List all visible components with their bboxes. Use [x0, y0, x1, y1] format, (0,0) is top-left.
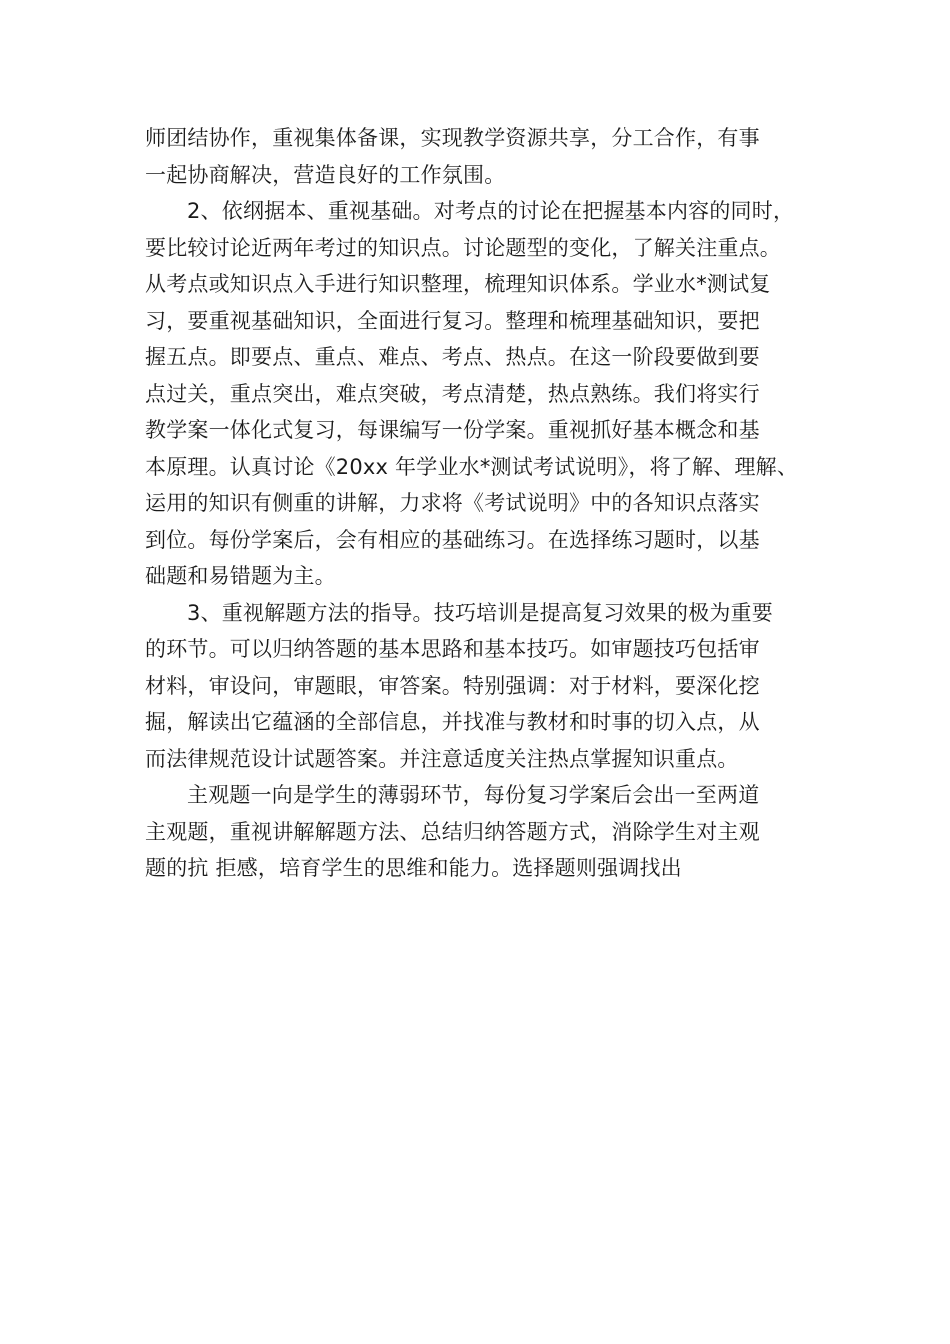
text-line: 而法律规范设计试题答案。并注意适度关注热点掌握知识重点。: [145, 746, 739, 771]
text-line: 点过关，重点突出，难点突破，考点清楚，热点熟练。我们将实行: [145, 381, 760, 406]
paragraph-start-line: 3、重视解题方法的指导。技巧培训是提高复习效果的极为重要: [187, 600, 773, 625]
text-line: 师团结协作，重视集体备课，实现教学资源共享，分工合作，有事: [145, 126, 760, 150]
text-line: 运用的知识有侧重的讲解，力求将《考试说明》中的各知识点落实: [145, 491, 760, 515]
text-line: 握五点。即要点、重点、难点、考点、热点。在这一阶段要做到要: [145, 345, 760, 369]
text-line: 习，要重视基础知识，全面进行复习。整理和梳理基础知识，要把: [145, 308, 760, 333]
text-line: 题的抗 拒感，培育学生的思维和能力。选择题则强调找出: [145, 856, 682, 880]
text-line: 主观题，重视讲解解题方法、总结归纳答题方式，消除学生对主观: [145, 819, 760, 844]
text-line: 础题和易错题为主。: [145, 564, 336, 588]
text-line: 掘，解读出它蕴涵的全部信息，并找准与教材和时事的切入点，从: [145, 710, 760, 734]
text-line: 的环节。可以归纳答题的基本思路和基本技巧。如审题技巧包括审: [145, 637, 760, 661]
text-line: 本原理。认真讨论《20xx 年学业水*测试考试说明》，将了解、理解、: [145, 454, 799, 479]
text-line: 教学案一体化式复习，每课编写一份学案。重视抓好基本概念和基: [145, 418, 760, 442]
paragraph-start-line: 主观题一向是学生的薄弱环节，每份复习学案后会出一至两道: [187, 783, 760, 807]
text-line: 一起协商解决，营造良好的工作氛围。: [145, 162, 506, 187]
text-line: 要比较讨论近两年考过的知识点。讨论题型的变化，了解关注重点。: [145, 235, 781, 260]
text-line: 材料，审设问，审题眼，审答案。特别强调：对于材料，要深化挖: [145, 673, 760, 698]
paragraph-start-line: 2、依纲据本、重视基础。对考点的讨论在把握基本内容的同时，: [187, 199, 795, 223]
text-line: 从考点或知识点入手进行知识整理，梳理知识体系。学业水*测试复: [145, 272, 771, 296]
text-line: 到位。每份学案后，会有相应的基础练习。在选择练习题时，以基: [145, 527, 760, 552]
document-body: [145, 120, 810, 887]
